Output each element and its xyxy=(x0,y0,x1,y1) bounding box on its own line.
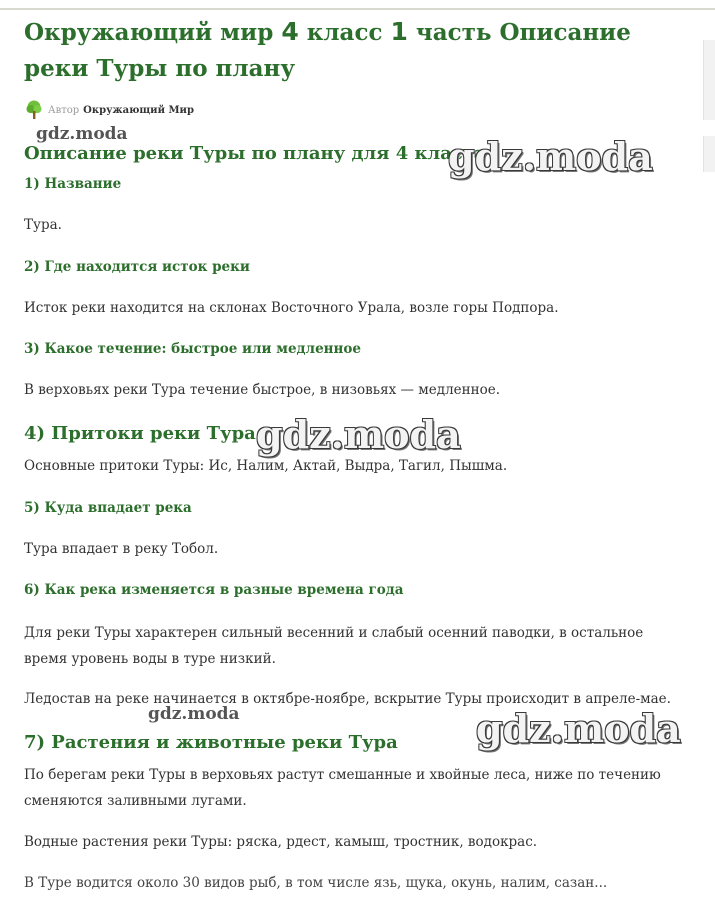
section-4-heading: 4) Притоки реки Тура xyxy=(24,423,256,444)
tree-icon xyxy=(24,100,44,120)
top-border xyxy=(0,8,715,10)
section-1-heading: 1) Название xyxy=(24,176,122,192)
cut-off-paragraph: В Туре водится около 30 видов рыб, в том числе язь, щука, окунь, налим, сазан... xyxy=(24,875,608,890)
page-title: Окружающий мир 4 класс 1 часть Описание реки Туры по плану xyxy=(24,17,631,82)
section-7-text: По берегам реки Туры в верховьях растут смешанные и хвойные леса, ниже по течению сменяются заливными лугами. xyxy=(24,767,661,809)
sidebar-edge-lower xyxy=(703,136,715,172)
author-link[interactable]: Окружающий Мир xyxy=(83,104,194,116)
section-7-text: Водные растения реки Туры: ряска, рдест, камыш, тростник, водокрас. xyxy=(24,834,538,850)
watermark: gdz.moda xyxy=(148,704,240,724)
section-6-heading: 6) Как река изменяется в разные времена года xyxy=(24,582,404,598)
section-5-heading: 5) Куда впадает река xyxy=(24,500,192,516)
section-2-text: Исток реки находится на склонах Восточного Урала, возле горы Подпора. xyxy=(24,300,559,316)
section-5-text: Тура впадает в реку Тобол. xyxy=(24,541,219,557)
author-label: Автор xyxy=(48,104,80,116)
watermark: gdz.moda xyxy=(476,706,681,751)
main-heading: Описание реки Туры по плану для 4 класса xyxy=(24,143,486,164)
section-3-heading: 3) Какое течение: быстрое или медленное xyxy=(24,341,362,357)
section-1-text: Тура. xyxy=(24,217,62,233)
watermark: gdz.moda xyxy=(36,124,128,144)
watermark: gdz.moda xyxy=(256,412,461,457)
section-2-heading: 2) Где находится исток реки xyxy=(24,259,250,275)
section-6-text: Для реки Туры характерен сильный весенний и слабый осенний паводки, в остальное время уровень воды в туре низкий. xyxy=(24,625,644,667)
author-meta xyxy=(24,100,194,120)
section-6-text: Ледостав на реке начинается в октябре-ноябре, вскрытие Туры происходит в апреле-мае. xyxy=(24,691,671,707)
watermark: gdz.moda xyxy=(448,134,653,179)
section-7-heading: 7) Растения и животные реки Тура xyxy=(24,732,398,753)
section-4-text: Основные притоки Туры: Ис, Налим, Актай, Выдра, Тагил, Пышма. xyxy=(24,458,508,474)
sidebar-edge xyxy=(703,40,715,120)
section-3-text: В верховьях реки Тура течение быстрое, в низовьях — медленное. xyxy=(24,382,501,398)
